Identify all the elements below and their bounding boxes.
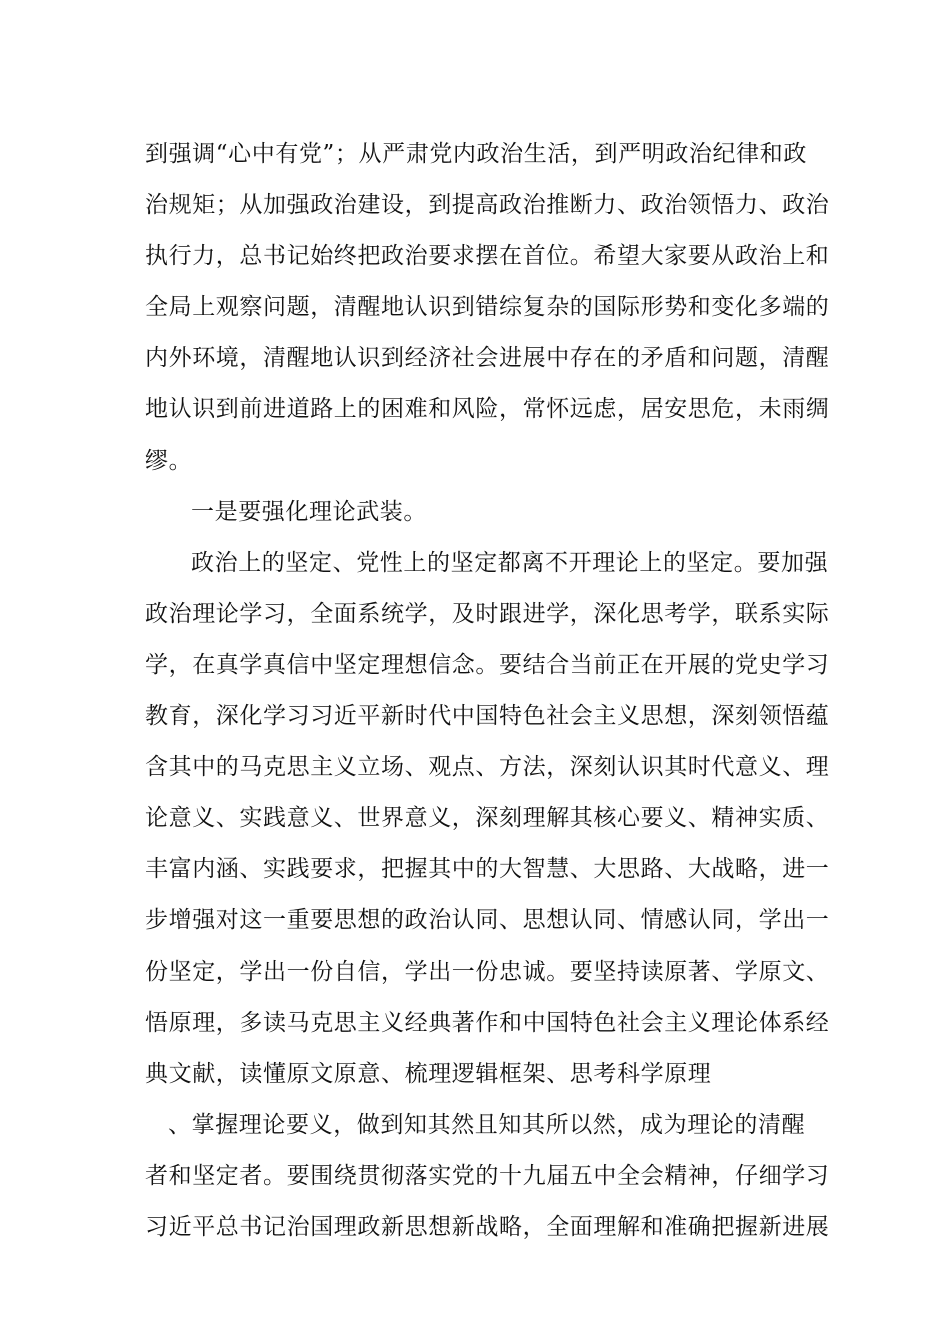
text-line: 悟原理，多读马克思主义经典著作和中国特色社会主义理论体系经	[145, 1009, 830, 1036]
text-line: 全局上观察问题，清醒地认识到错综复杂的国际形势和变化多端的	[145, 294, 830, 321]
text-line: 步增强对这一重要思想的政治认同、思想认同、情感认同，学出一	[145, 907, 830, 934]
text-line: 典文献，读懂原文原意、梳理逻辑框架、思考科学原理	[145, 1060, 712, 1087]
text-line: 、掌握理论要义，做到知其然且知其所以然，成为理论的清醒	[168, 1111, 806, 1138]
text-line: 习近平总书记治国理政新思想新战略，全面理解和准确把握新进展	[145, 1213, 830, 1240]
text-line: 到强调“心中有党”；从严肃党内政治生活，到严明政治纪律和政	[145, 141, 807, 167]
text-line: 教育，深化学习习近平新时代中国特色社会主义思想，深刻领悟蕴	[145, 703, 830, 730]
text-line: 含其中的马克思主义立场、观点、方法，深刻认识其时代意义、理	[145, 754, 830, 781]
text-line: 政治理论学习，全面系统学，及时跟进学，深化思考学，联系实际	[145, 600, 830, 627]
section-heading: 一是要强化理论武装。	[191, 498, 427, 525]
text-line: 论意义、实践意义、世界意义，深刻理解其核心要义、精神实质、	[145, 805, 830, 832]
text-line: 地认识到前进道路上的困难和风险，常怀远虑，居安思危，未雨绸	[145, 396, 830, 423]
text-line: 执行力，总书记始终把政治要求摆在首位。希望大家要从政治上和	[145, 243, 830, 270]
text-line: 份坚定，学出一份自信，学出一份忠诚。要坚持读原著、学原文、	[145, 958, 830, 985]
text-line: 内外环境，清醒地认识到经济社会进展中存在的矛盾和问题，清醒	[145, 345, 830, 372]
text-line: 缪。	[145, 447, 193, 474]
text-line: 者和坚定者。要围绕贯彻落实党的十九届五中全会精神，仔细学习	[145, 1162, 830, 1189]
text-line: 治规矩；从加强政治建设，到提高政治推断力、政治领悟力、政治	[145, 192, 830, 219]
text-line: 丰富内涵、实践要求，把握其中的大智慧、大思路、大战略，进一	[145, 856, 830, 883]
text-line: 学，在真学真信中坚定理想信念。要结合当前正在开展的党史学习	[145, 651, 830, 678]
text-line: 政治上的坚定、党性上的坚定都离不开理论上的坚定。要加强	[191, 549, 829, 576]
body-text	[145, 129, 830, 1253]
